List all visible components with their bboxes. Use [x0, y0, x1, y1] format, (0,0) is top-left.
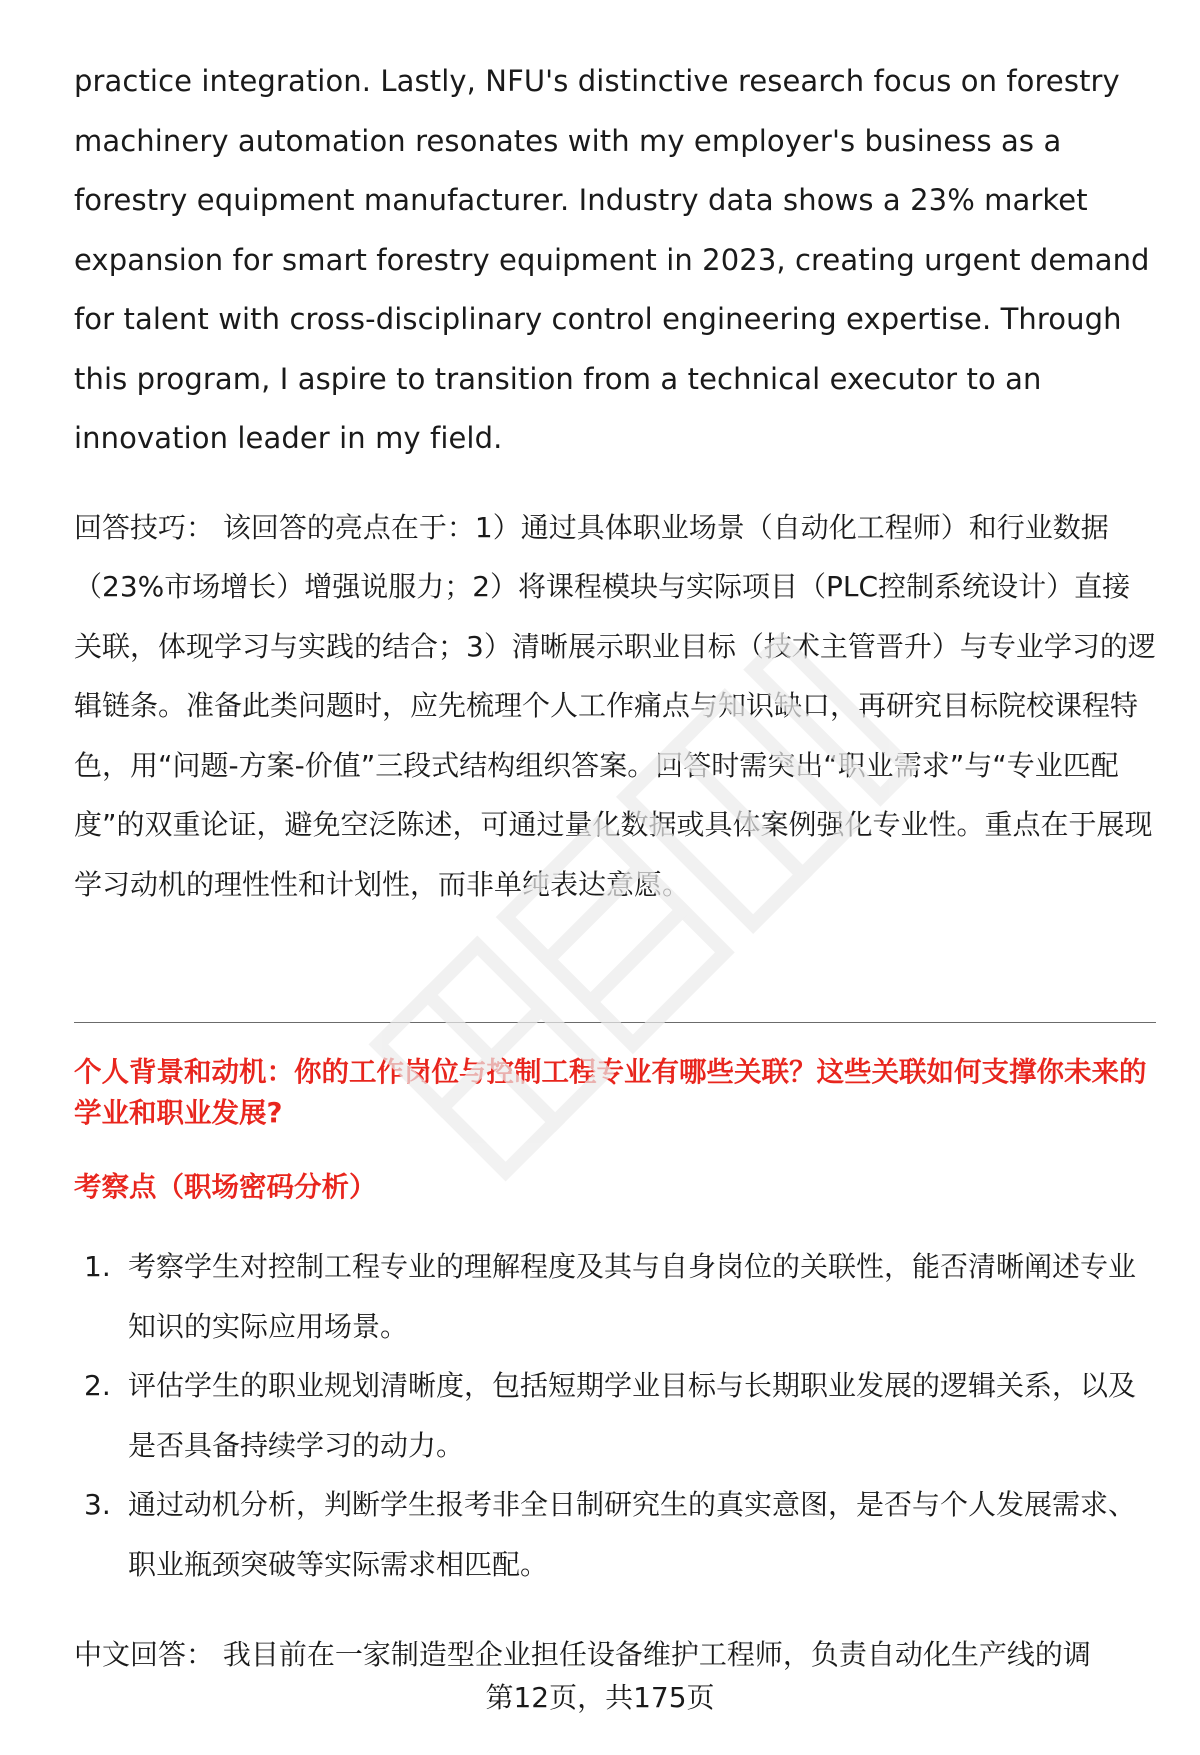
- answer-tip-paragraph: 回答技巧： 该回答的亮点在于：1）通过具体职业场景（自动化工程师）和行业数据（23%市场增长）增强说服力；2）将课程模块与实际项目（PLC控制系统设计）直接关联，体现学习与实践的结合；3）清晰展示职业目标（技术主管晋升）与专业学习的逻辑链条。准备此类问题时，应先梳理个人工作痛点与知识缺口，再研究目标院校课程特色，用“问题-方案-价值”三段式结构组织答案。回答时需突出“职业需求”与“专业匹配度”的双重论证，避免空泛陈述，可通过量化数据或具体案例强化专业性。重点在于展现学习动机的理性性和计划性，而非单纯表达意愿。: [74, 510, 1156, 901]
- list-number: 3.: [84, 1488, 111, 1521]
- section-divider: [74, 1022, 1156, 1023]
- page-content: [74, 52, 1156, 914]
- list-item: [74, 1475, 1156, 1594]
- list-number: 2.: [84, 1369, 111, 1402]
- list-item-text: 考察学生对控制工程专业的理解程度及其与自身岗位的关联性，能否清晰阐述专业知识的实际应用场景。: [128, 1250, 1137, 1343]
- intro-paragraph: practice integration. Lastly, NFU's distinctive research focus on forestry machinery automation resonates with my employer's business as a forestry equipment manufacturer. Industry data shows a 23% market expansion for smart forestry equipment in 2023, creating urgent demand for talent with cross-disciplinary control engineering expertise. Through this program, I aspire to transition from a technical executor to an innovation leader in my field.: [74, 64, 1150, 455]
- list-item: [74, 1356, 1156, 1475]
- list-item: [74, 1237, 1156, 1356]
- assessment-subheading: 考察点（职场密码分析）: [74, 1171, 377, 1203]
- list-item-text: 通过动机分析，判断学生报考非全日制研究生的真实意图，是否与个人发展需求、职业瓶颈突破等实际需求相匹配。: [128, 1488, 1137, 1581]
- question-heading: 个人背景和动机：你的工作岗位与控制工程专业有哪些关联？这些关联如何支撑你未来的学业和职业发展?: [74, 1056, 1147, 1129]
- assessment-points-list: [74, 1237, 1156, 1594]
- list-item-text: 评估学生的职业规划清晰度，包括短期学业目标与长期职业发展的逻辑关系，以及是否具备持续学习的动力。: [128, 1369, 1137, 1462]
- page-number: 第12页，共175页: [485, 1681, 715, 1714]
- list-number: 1.: [84, 1250, 111, 1283]
- chinese-answer-start: 中文回答： 我目前在一家制造型企业担任设备维护工程师，负责自动化生产线的调: [74, 1638, 1091, 1671]
